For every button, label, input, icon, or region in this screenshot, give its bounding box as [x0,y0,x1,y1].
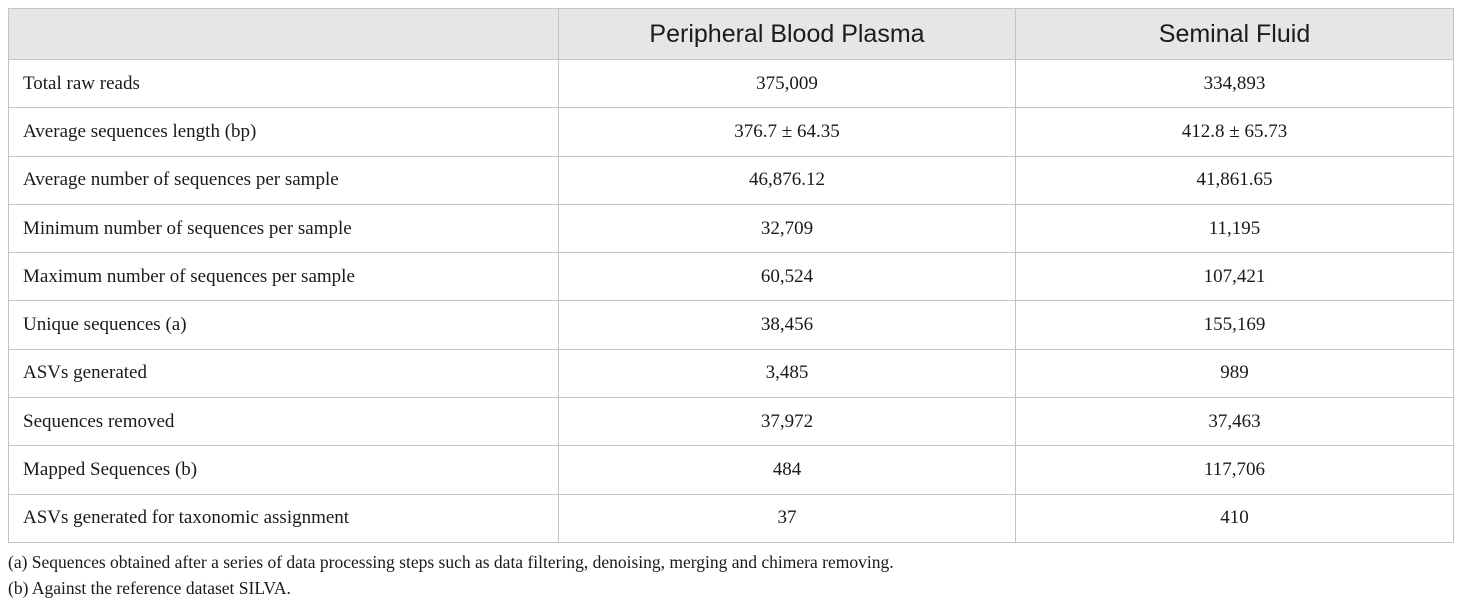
table-container [8,8,1453,601]
plasma-value: 375,009 [559,60,1016,108]
table-body [9,60,1454,543]
row-label: Mapped Sequences (b) [9,446,559,494]
footnote-a: (a) Sequences obtained after a series of data processing steps such as data filtering, denoising, merging and chimera removing. [8,551,894,572]
table-header [9,9,1454,60]
plasma-value: 376.7 ± 64.35 [559,108,1016,156]
table-row [9,494,1454,542]
table-row [9,349,1454,397]
seminal-value: 989 [1016,349,1454,397]
row-label: Total raw reads [9,60,559,108]
header-plasma: Peripheral Blood Plasma [559,9,1016,60]
seminal-value: 41,861.65 [1016,156,1454,204]
table-row [9,446,1454,494]
seminal-value: 155,169 [1016,301,1454,349]
table-row [9,60,1454,108]
seminal-value: 410 [1016,494,1454,542]
row-label: Minimum number of sequences per sample [9,204,559,252]
seminal-value: 117,706 [1016,446,1454,494]
plasma-value: 32,709 [559,204,1016,252]
plasma-value: 37 [559,494,1016,542]
row-label: Average number of sequences per sample [9,156,559,204]
table-row [9,301,1454,349]
header-row [9,9,1454,60]
footnote-b: (b) Against the reference dataset SILVA. [8,577,291,598]
row-label: ASVs generated for taxonomic assignment [9,494,559,542]
plasma-value: 38,456 [559,301,1016,349]
seminal-value: 334,893 [1016,60,1454,108]
row-label: Maximum number of sequences per sample [9,253,559,301]
seminal-value: 37,463 [1016,398,1454,446]
seminal-value: 107,421 [1016,253,1454,301]
header-seminal: Seminal Fluid [1016,9,1454,60]
row-label: Unique sequences (a) [9,301,559,349]
row-label: ASVs generated [9,349,559,397]
plasma-value: 484 [559,446,1016,494]
footnotes [8,549,1453,601]
plasma-value: 37,972 [559,398,1016,446]
header-corner [9,9,559,60]
plasma-value: 60,524 [559,253,1016,301]
seminal-value: 412.8 ± 65.73 [1016,108,1454,156]
plasma-value: 3,485 [559,349,1016,397]
row-label: Sequences removed [9,398,559,446]
table-row [9,204,1454,252]
table-row [9,156,1454,204]
table-row [9,253,1454,301]
row-label: Average sequences length (bp) [9,108,559,156]
table-row [9,108,1454,156]
sequencing-stats-table [8,8,1454,543]
plasma-value: 46,876.12 [559,156,1016,204]
table-row [9,398,1454,446]
seminal-value: 11,195 [1016,204,1454,252]
